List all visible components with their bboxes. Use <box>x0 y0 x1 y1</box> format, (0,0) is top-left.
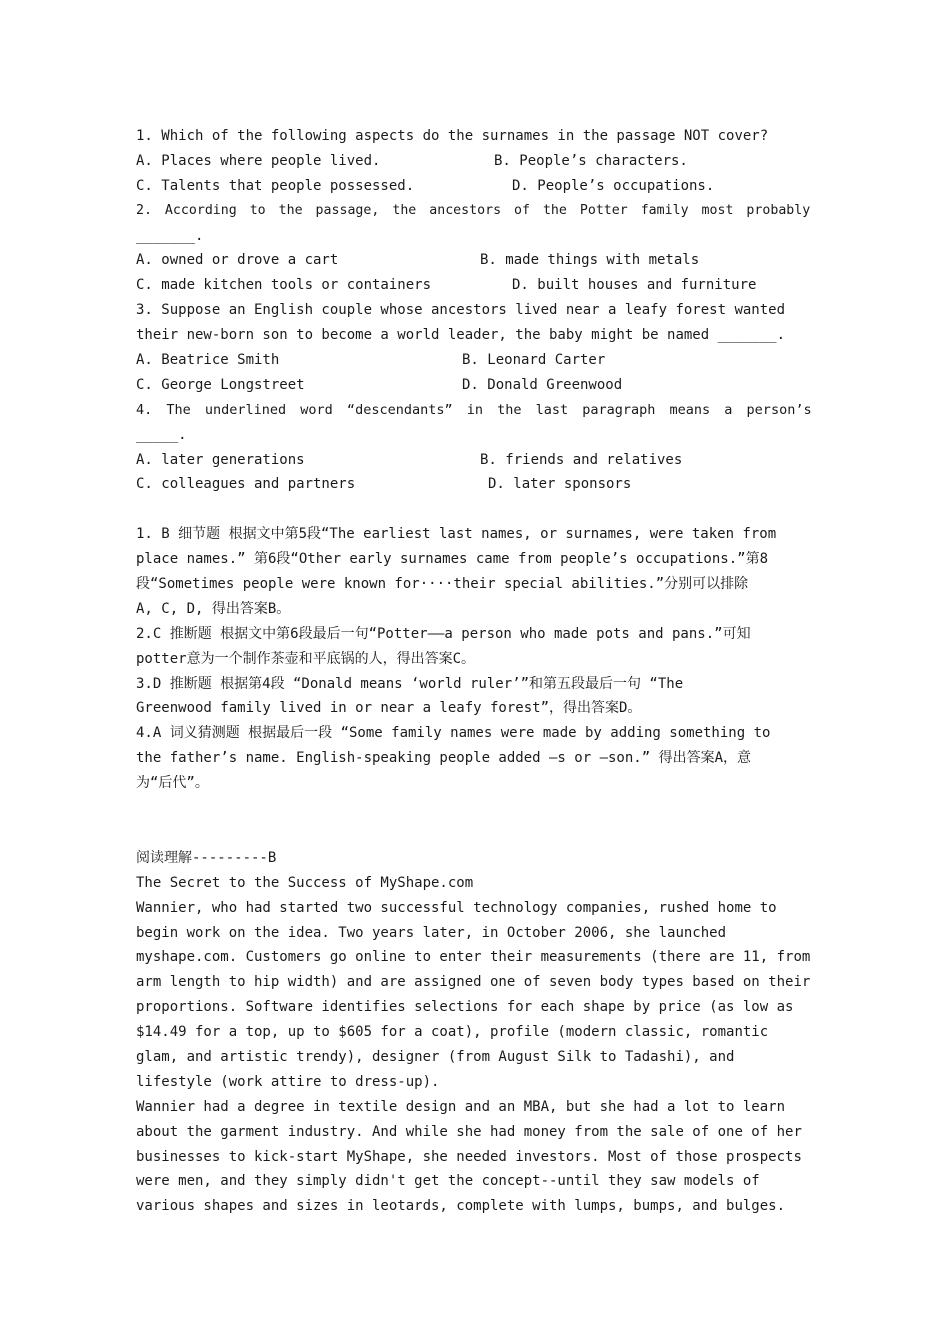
options-row <box>136 448 814 473</box>
option-d: D. built houses and furniture <box>512 277 757 294</box>
reading-section <box>136 846 814 1219</box>
paragraph-line: begin work on the idea. Two years later, in October 2006, she launched <box>136 924 727 941</box>
paragraph-line: myshape.com. Customers go online to enter their measurements (there are 11, from <box>136 949 811 966</box>
options-row <box>136 373 814 398</box>
answer-3 <box>136 672 814 722</box>
answer-line: 为“后代”。 <box>136 775 209 792</box>
option-c: C. George Longstreet <box>136 376 305 393</box>
question-stem: 4. The underlined word “descendants” in the last paragraph means a person’s <box>136 401 812 418</box>
article-title: The Secret to the Success of MyShape.com <box>136 874 474 891</box>
answer-line: 1. B 细节题 根据文中第5段“The earliest last names, or surnames, were taken from <box>136 526 777 543</box>
option-c: C. colleagues and partners <box>136 476 356 493</box>
spacer <box>136 796 814 846</box>
question-stem: their new-born son to become a world leader, the baby might be named _______. <box>136 327 786 344</box>
paragraph-line: Wannier had a degree in textile design and an MBA, but she had a lot to learn <box>136 1098 786 1115</box>
answer-line: Greenwood family lived in or near a leafy forest”，得出答案D。 <box>136 700 642 717</box>
answer-line: the father’s name. English-speaking people added –s or –son.” 得出答案A，意 <box>136 750 752 767</box>
question-stem: 2. According to the passage, the ancestors of the Potter family most probably <box>136 202 811 218</box>
answer-line: 段“Sometimes people were known for····their special abilities.”分别可以排除 <box>136 576 749 593</box>
question-stem: 3. Suppose an English couple whose ancestors lived near a leafy forest wanted <box>136 302 786 319</box>
paragraph-line: glam, and artistic trendy), designer (from August Silk to Tadashi), and <box>136 1048 735 1065</box>
answer-line: 3.D 推断题 根据第4段 “Donald means ‘world ruler’”和第五段最后一句 “The <box>136 675 684 692</box>
answer-explanations <box>136 522 814 796</box>
question-1 <box>136 124 814 199</box>
option-a: A. later generations <box>136 451 305 468</box>
article-paragraph-2 <box>136 1095 814 1219</box>
section-label: 阅读理解---------B <box>136 849 277 866</box>
answer-4 <box>136 721 814 796</box>
paragraph-line: about the garment industry. And while she had money from the sale of one of her <box>136 1123 802 1140</box>
spacer <box>136 497 814 522</box>
paragraph-line: Wannier, who had started two successful technology companies, rushed home to <box>136 899 777 916</box>
option-d: D. Donald Greenwood <box>462 376 623 393</box>
question-4 <box>136 398 814 498</box>
answer-2 <box>136 622 814 672</box>
paragraph-line: $14.49 for a top, up to $605 for a coat), profile (modern classic, romantic <box>136 1024 769 1041</box>
answer-1 <box>136 522 814 622</box>
options-row <box>136 149 814 174</box>
option-b: B. People’s characters. <box>494 152 688 169</box>
options-row <box>136 174 814 199</box>
option-d: D. People’s occupations. <box>512 177 715 194</box>
answer-line: A, C, D, 得出答案B。 <box>136 600 291 617</box>
paragraph-line: businesses to kick-start MyShape, she needed investors. Most of those prospects <box>136 1148 802 1165</box>
article-paragraph-1 <box>136 896 814 1095</box>
option-a: A. Beatrice Smith <box>136 352 280 369</box>
question-stem: 1. Which of the following aspects do the surnames in the passage NOT cover? <box>136 128 769 144</box>
paragraph-line: various shapes and sizes in leotards, complete with lumps, bumps, and bulges. <box>136 1198 786 1215</box>
options-row <box>136 348 814 373</box>
answer-line: 4.A 词义猜测题 根据最后一段 “Some family names were made by adding something to <box>136 725 771 742</box>
paragraph-line: lifestyle (work attire to dress-up). <box>136 1073 440 1090</box>
answer-line: potter意为一个制作茶壶和平底锅的人，得出答案C。 <box>136 650 475 667</box>
question-2 <box>136 199 814 299</box>
document-page <box>136 124 814 1219</box>
question-stem-blank: _____. <box>136 426 187 443</box>
paragraph-line: arm length to hip width) and are assigned one of seven body types based on their <box>136 974 811 991</box>
option-b: B. friends and relatives <box>480 451 683 468</box>
paragraph-line: were men, and they simply didn't get the concept--until they saw models of <box>136 1173 760 1190</box>
options-row <box>136 472 814 497</box>
option-a: A. Places where people lived. <box>136 152 381 169</box>
option-a: A. owned or drove a cart <box>136 252 339 269</box>
options-row <box>136 273 814 298</box>
question-stem-blank: _______. <box>136 227 204 244</box>
option-b: B. made things with metals <box>480 252 700 269</box>
question-3 <box>136 298 814 398</box>
answer-line: place names.” 第6段“Other early surnames came from people’s occupations.”第8 <box>136 551 769 568</box>
options-row <box>136 248 814 273</box>
option-b: B. Leonard Carter <box>462 352 606 369</box>
answer-line: 2.C 推断题 根据文中第6段最后一句“Potter——a person who made pots and pans.”可知 <box>136 625 751 642</box>
option-d: D. later sponsors <box>488 476 632 493</box>
option-c: C. made kitchen tools or containers <box>136 277 432 294</box>
option-c: C. Talents that people possessed. <box>136 177 415 194</box>
paragraph-line: proportions. Software identifies selections for each shape by price (as low as <box>136 999 794 1016</box>
